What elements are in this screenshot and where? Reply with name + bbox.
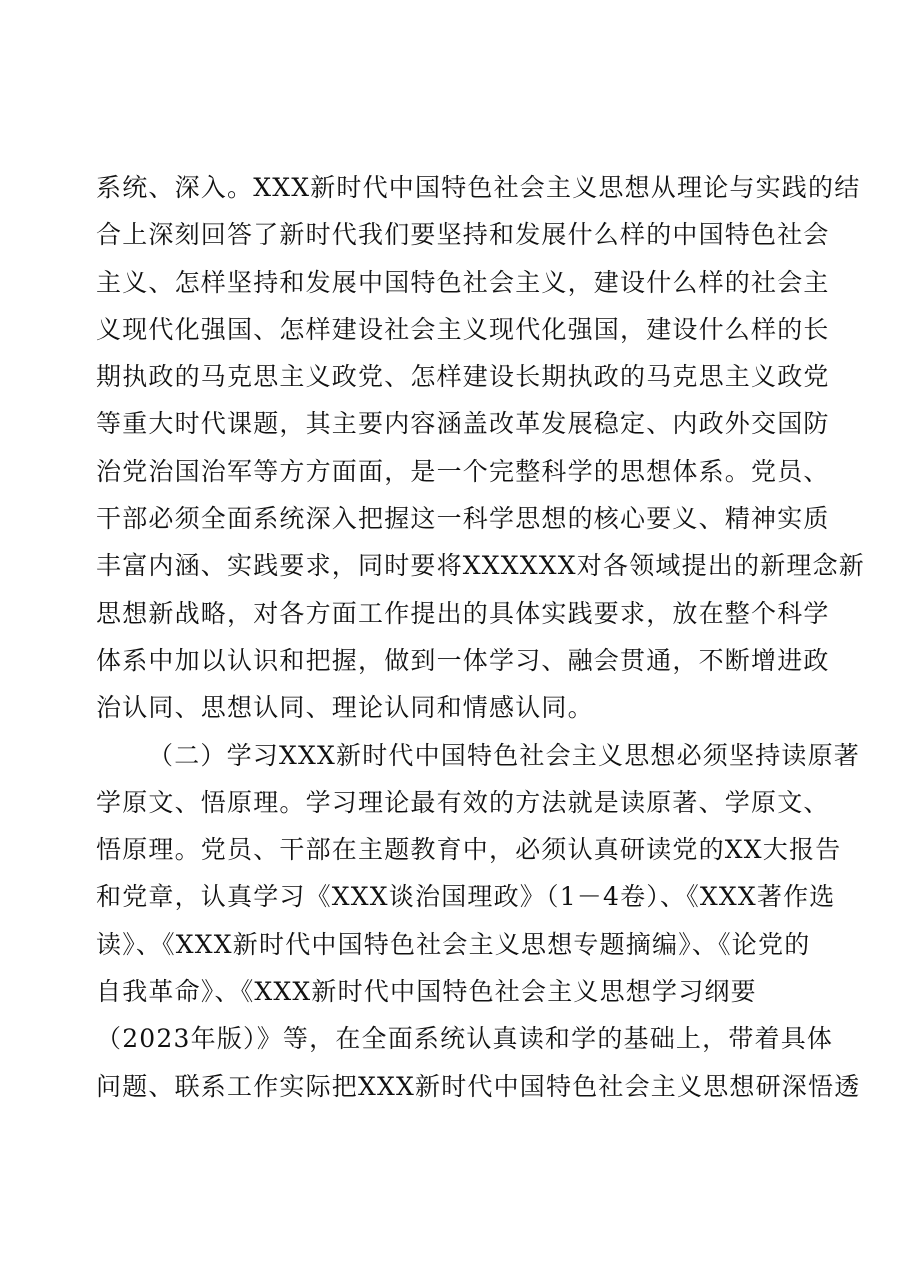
paragraph-heading-line: （二）学习XXX新时代中国特色社会主义思想必须坚持读原著 <box>148 740 860 770</box>
paragraph-line: 合上深刻回答了新时代我们要坚持和发展什么样的中国特色社会 <box>96 220 830 250</box>
paragraph-line: 治认同、思想认同、理论认同和情感认同。 <box>96 693 594 723</box>
paragraph-line: 思想新战略，对各方面工作提出的具体实践要求，放在整个科学 <box>96 598 830 628</box>
paragraph-line: 自我革命》、《XXX新时代中国特色社会主义思想学习纲要 <box>96 977 757 1007</box>
paragraph-line: 系统、深入。XXX新时代中国特色社会主义思想从理论与实践的结 <box>96 173 861 202</box>
paragraph-line: 体系中加以认识和把握，做到一体学习、融会贯通，不断增进政 <box>96 645 830 675</box>
paragraph-line: 期执政的马克思主义政党、怎样建设长期执政的马克思主义政党 <box>96 362 830 392</box>
paragraph-line: 问题、联系工作实际把XXX新时代中国特色社会主义思想研深悟透 <box>96 1071 861 1101</box>
paragraph-line: 治党治国治军等方方面面，是一个完整科学的思想体系。党员、 <box>96 456 830 486</box>
document-body <box>96 164 865 1110</box>
paragraph-line: 读》、《XXX新时代中国特色社会主义思想专题摘编》、《论党的 <box>96 929 811 959</box>
paragraph-line: 悟原理。党员、干部在主题教育中，必须认真研读党的XX大报告 <box>96 835 842 865</box>
paragraph-line: 等重大时代课题，其主要内容涵盖改革发展稳定、内政外交国防 <box>96 409 830 439</box>
paragraph-line: 干部必须全面系统深入把握这一科学思想的核心要义、精神实质 <box>96 504 830 534</box>
paragraph-line: （2023年版）》等，在全面系统认真读和学的基础上，带着具体 <box>96 1024 834 1054</box>
paragraph-line: 学原文、悟原理。学习理论最有效的方法就是读原著、学原文、 <box>96 787 830 817</box>
paragraph-1 <box>96 164 865 732</box>
paragraph-line: 丰富内涵、实践要求，同时要将XXXXXX对各领域提出的新理念新 <box>96 551 865 581</box>
paragraph-line: 和党章，认真学习《XXX谈治国理政》（1－4卷）、《XXX著作选 <box>96 882 836 912</box>
paragraph-line: 主义、怎样坚持和发展中国特色社会主义，建设什么样的社会主 <box>96 267 830 297</box>
paragraph-2 <box>96 732 861 1110</box>
paragraph-line: 义现代化强国、怎样建设社会主义现代化强国，建设什么样的长 <box>96 314 830 344</box>
